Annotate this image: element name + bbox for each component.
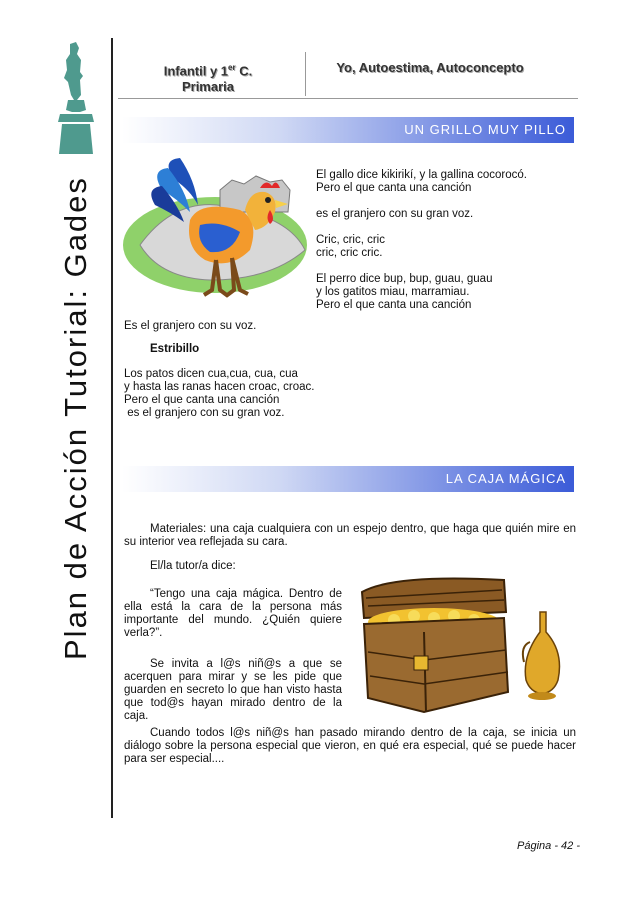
verse-line: y los gatitos miau, marramiau. [316, 286, 470, 298]
verse-line: y hasta las ranas hacen croac, croac. [124, 381, 315, 393]
header-rule [118, 98, 578, 99]
rooster-illustration [120, 150, 310, 320]
chorus-label: Estribillo [150, 343, 200, 355]
verse-line: Es el granjero con su voz. [124, 320, 257, 332]
invite-paragraph [124, 658, 342, 723]
treasure-chest-illustration [354, 572, 574, 727]
page-number: Página - 42 - [517, 840, 580, 852]
verse-line: cric, cric cric. [316, 247, 383, 259]
verse-line: Pero el que canta una canción [124, 394, 280, 406]
verse-line: Los patos dicen cua,cua, cua, cua [124, 368, 298, 380]
header-topic: Yo, Autoestima, Autoconcepto [336, 60, 524, 75]
closing-paragraph [124, 727, 576, 766]
quote-paragraph [124, 588, 342, 640]
header-course-end: C. [235, 63, 253, 79]
verse-line: Pero el que canta una canción [316, 182, 472, 194]
section-banner-grillo: UN GRILLO MUY PILLO [122, 117, 574, 143]
verse-line: El perro dice bup, bup, guau, guau [316, 273, 493, 285]
verse-line: El gallo dice kikirikí, y la gallina cocorocó. [316, 169, 527, 181]
verse-line: Cric, cric, cric [316, 234, 385, 246]
statue-logo [50, 40, 100, 163]
header-course [128, 60, 288, 95]
materials-text: Materiales: una caja cualquiera con un espejo dentro, que haga que quién mire en su interior vea reflejada su cara. [124, 523, 576, 548]
tutor-says-text: El/la tutor/a dice: [150, 560, 236, 572]
invite-text: Se invita a l@s niñ@s a que se acerquen para mirar y se les pide que guarden en secreto lo que han visto hasta que tod@s hayan mirado dentro de la caja. [124, 658, 342, 722]
song-verses-right [316, 169, 576, 312]
verse-line: es el granjero con su gran voz. [124, 407, 285, 419]
vertical-title-text: Plan de Acción Tutorial: Gades [58, 176, 93, 660]
quote-text: “Tengo una caja mágica. Dentro de ella está la cara de la persona más importante del mundo. ¿Quién quiere verla?”. [124, 588, 342, 639]
song-verses-left [124, 320, 364, 420]
closing-text: Cuando todos l@s niñ@s han pasado mirando dentro de la caja, se inicia un diálogo sobre la persona especial que vieron, en qué era especial, qué se puede hacer para ser especial.... [124, 727, 576, 765]
verse-line: es el granjero con su gran voz. [316, 208, 474, 220]
header-course-sup: er [228, 63, 236, 72]
header-course-level: Primaria [181, 79, 235, 95]
tutor-says [124, 560, 344, 573]
materials-paragraph [124, 523, 576, 549]
sidebar-divider [111, 38, 113, 818]
section-banner-caja: LA CAJA MÁGICA [122, 466, 574, 492]
header-course-main: Infantil y 1 [163, 63, 229, 79]
verse-line: Pero el que canta una canción [316, 299, 472, 311]
